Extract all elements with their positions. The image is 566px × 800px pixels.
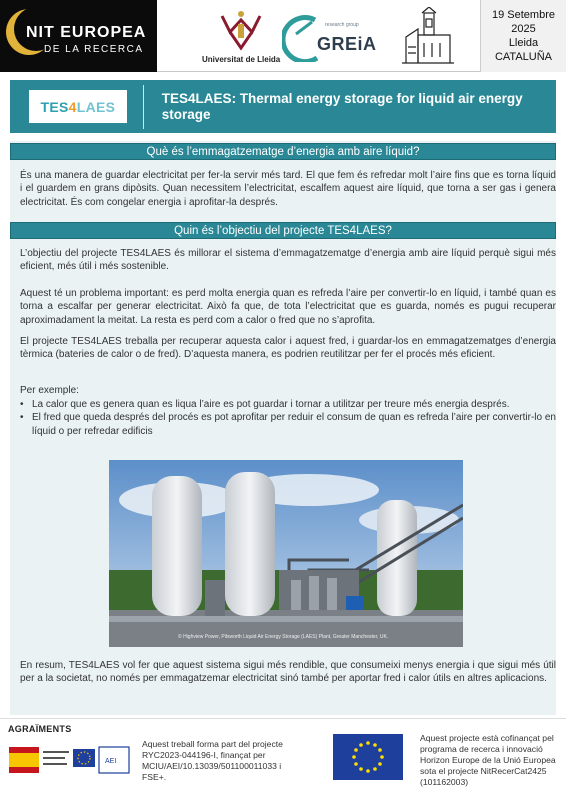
list-item: • La calor que es genera quan es liqua l’aire es pot guardar i tornar a utilitzar per treure més energia després.	[20, 398, 556, 411]
conclusion-paragraph: En resum, TES4LAES vol fer que aquest sistema sigui més rendible, que consumeixi menys energia i que sigui més útil per a la societat, no només per emmagatzemar electricitat sinó també per aportar fred i calor útils en altres aplicacions.	[20, 660, 556, 685]
section-2-paragraph-1: L’objectiu del projecte TES4LAES és millorar el sistema d’emmagatzematge d’energia amb aire líquid perquè sigui més eficient, més útil i més sostenible.	[20, 248, 556, 273]
section-1-heading: Què és l’emmagatzematge d’energia amb aire líquid?	[10, 143, 556, 160]
date-line-2: 2025	[511, 23, 536, 35]
section-2-heading: Quin és l’objectiu del projecte TES4LAES?	[10, 222, 556, 239]
event-date	[480, 0, 566, 72]
date-line-3: Lleida	[508, 37, 539, 49]
example-intro: Per exemple:	[20, 385, 79, 396]
acknowledgements-heading: AGRAÏMENTS	[8, 724, 72, 734]
funding-text-eu: Aquest projecte està cofinançat pel programa de recerca i innovació Horizon Europe de la Unió Europea sota el projecte NitRecerCat2425 (101162003)	[420, 733, 556, 787]
list-item: • El fred que queda després del procés es pot aprofitar per reduir el consum de quan es refreda l’aire per convertir-lo en líquid o per refredar edificis	[20, 411, 556, 438]
eu-flag-icon	[333, 734, 403, 780]
nit-europea-logo	[0, 0, 157, 72]
section-2-paragraph-2: Aquest té un problema important: es perd molta energia quan es refreda l’aire per convertir-lo en líquid, i també quan es torna a escalfar per generar electricitat. Això fa que, de tota l’electricitat que es guarda, només es pugui recuperar aproximadament la meitat. La resta es perd com a calor o fred que no s’aprofita.	[20, 288, 556, 326]
title-band	[10, 80, 556, 133]
svg-text:AEI: AEI	[105, 758, 117, 765]
page-title: TES4LAES: Thermal energy storage for liquid air energy storage	[161, 90, 523, 122]
funding-text-spain: Aquest treball forma part del projecte RYC2023-044196-I, finançat per MCIU/AEI/10.13039/501100011033 i FSE+.	[142, 739, 283, 782]
event-title: NIT EUROPEA	[26, 24, 147, 41]
date-line-4: CATALUÑA	[494, 51, 553, 63]
logo-part-tes: TES	[40, 98, 69, 115]
example-list	[20, 398, 556, 438]
photo-caption: © Highview Power, Pilsworth Liquid Air Energy Storage (LAES) Plant, Greater Manchester, UK.	[178, 634, 389, 640]
udl-name: Universitat de Lleida	[202, 55, 281, 64]
title-divider	[143, 85, 144, 129]
laes-plant-photo	[109, 460, 463, 647]
spain-ministry-logo-icon	[9, 743, 131, 777]
event-subtitle: DE LA RECERCA	[44, 44, 144, 55]
date-line-1: 19 Setembre	[492, 9, 555, 21]
section-1-body: És una manera de guardar electricitat per fer-la servir més tard. El que fem és refredar molt l’aire fins que es torna líquid i el guardem en grans dipòsits. Quan necessitem l’electricitat, escalfem aquest aire líquid, que torna a ser gas i genera electricitat. És com congelar energia i aprofitar-la després.	[20, 170, 556, 208]
greia-tagline: research group	[325, 22, 359, 28]
logo-part-laes: LAES	[76, 98, 116, 115]
church-drawing-icon	[400, 7, 456, 65]
greia-name: GREiA	[317, 34, 377, 54]
section-2-paragraph-3: El projecte TES4LAES treballa per recuperar aquesta calor i aquest fred, i guardar-los en emmagatzematges d’energia tèrmica (bateries de calor o de fred). D’aquesta manera, es podrien reutilitzar per fer el procés més eficient.	[20, 336, 556, 361]
page-header	[0, 0, 566, 72]
tes4laes-logo	[29, 90, 127, 123]
logo-part-4: 4	[68, 98, 77, 115]
partner-logos	[157, 0, 480, 71]
udl-shield-icon	[218, 10, 264, 52]
